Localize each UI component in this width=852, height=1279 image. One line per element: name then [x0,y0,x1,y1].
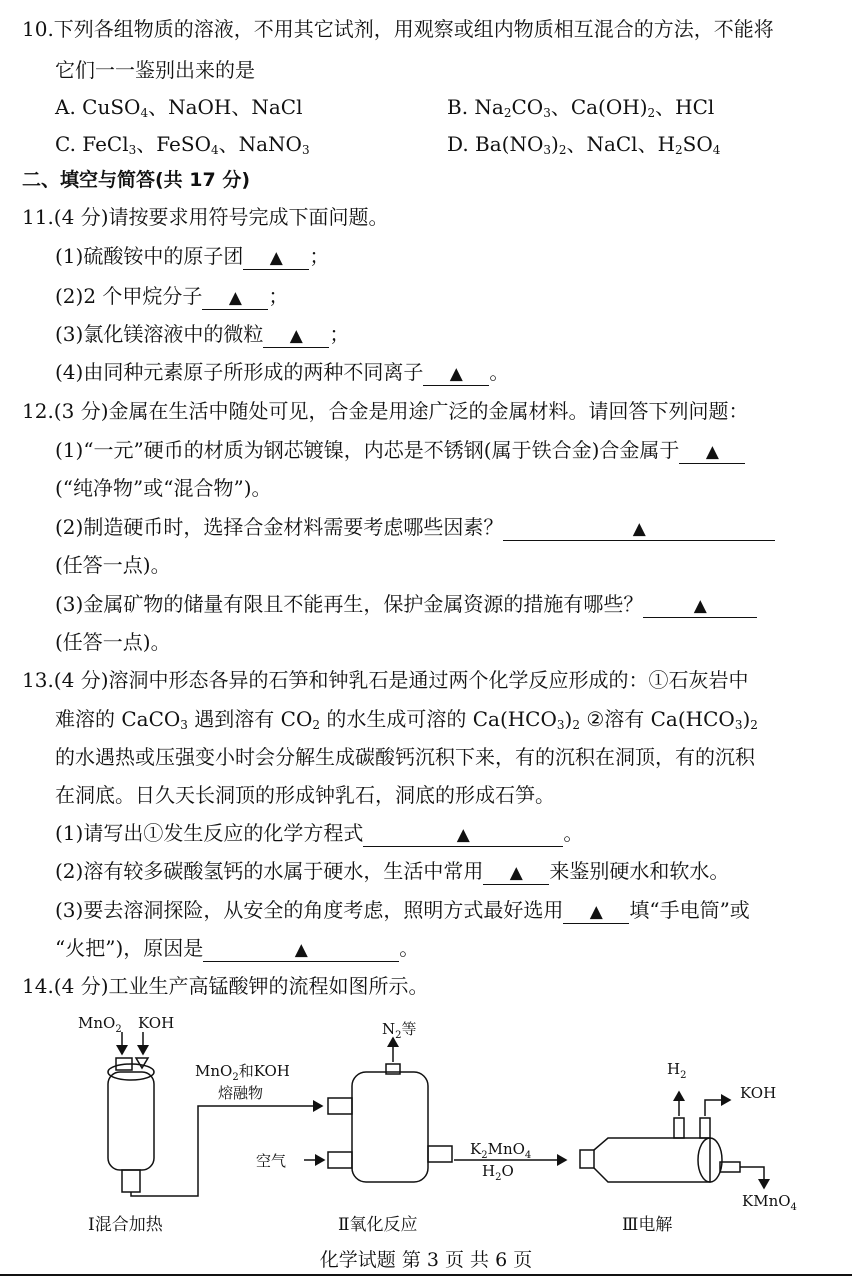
koh-output-label: KOH [740,1084,777,1102]
q11-stem: 11.(4 分)请按要求用符号完成下面问题。 [22,205,389,229]
q10-option-b: B. $Na_2CO_3$、$Ca(OH)_2$、HCl [447,95,715,120]
q10-option-c: C. FeCl$_3$、FeSO$_4$、NaNO$_3$ [55,132,310,157]
h2o-label: $H_2O$ [482,1162,514,1183]
blank-marker: ▲ [294,940,308,960]
blank-marker: ▲ [693,596,707,616]
q10-option-d: D. $Ba(NO_3)_2$、NaCl、$H_2SO_4$ [447,132,721,157]
mixer-vessel [108,1058,154,1192]
q13-part2: (2)溶有较多碳酸氢钙的水属于硬水，生活中常用 ▲ 来鉴别硬水和软水。 [55,859,730,883]
q12-part3-note: (任答一点)。 [55,630,171,654]
q11-part2: (2)2 个甲烷分子 ▲ ； [55,284,289,308]
bottom-rule [0,1274,852,1276]
q14-stem: 14.(4 分)工业生产高锰酸钾的流程如图所示。 [22,974,429,998]
input-koh-label: KOH [138,1014,175,1032]
melt-label-line1: MnO$_2$和KOH [195,1062,290,1083]
oxidation-reactor [328,1064,452,1182]
blank-marker: ▲ [269,248,283,268]
blank-marker: ▲ [632,519,646,539]
q13-line3: 的水遇热或压强变小时会分解生成碳酸钙沉积下来，有的沉积在洞顶，有的沉积 [55,745,755,769]
blank-marker: ▲ [449,364,463,384]
blank-marker: ▲ [705,442,719,462]
q12-stem: 12.(3 分)金属在生活中随处可见，合金是用途广泛的金属材料。请回答下列问题： [22,399,749,423]
electrolysis-cell [580,1118,740,1182]
q13-part3-cont: “火把”)，原因是 ▲ 。 [55,936,420,960]
q10-stem-line1: 10.下列各组物质的溶液，不用其它试剂，用观察或组内物质相互混合的方法，不能将 [22,17,774,41]
q12-part2-note: (任答一点)。 [55,553,171,577]
q13-line2: 难溶的 CaCO$_3$ 遇到溶有 $CO_2$ 的水生成可溶的 $Ca(HCO_3)_2$ ②溶有 $Ca(HCO_3)_2$ [55,707,758,732]
q12-part1-note: (“纯净物”或“混合物”)。 [55,476,272,500]
q11-part4: (4)由同种元素原子所形成的两种不同离子 ▲ 。 [55,360,510,384]
q13-part1: (1)请写出①发生反应的化学方程式 ▲ 。 [55,821,584,845]
k2mno4-label: $K_2MnO_4$ [470,1140,532,1161]
process-flow-diagram [60,1010,820,1240]
blank-marker: ▲ [228,288,242,308]
n2-label: $N_2$等 [382,1020,417,1041]
q13-part3: (3)要去溶洞探险，从安全的角度考虑，照明方式最好选用 ▲ 填“手电筒”或 [55,898,750,922]
q11-part1: (1)硫酸铵中的原子团 ▲ ； [55,244,330,268]
step1-label: Ⅰ混合加热 [88,1215,163,1235]
q13-line4: 在洞底。日久天长洞顶的形成钟乳石，洞底的形成石笋。 [55,783,555,807]
blank-marker: ▲ [589,902,603,922]
kmno4-label: KMnO$_4$ [742,1192,797,1213]
q12-part1: (1)“一元”硬币的材质为钢芯镀镍，内芯是不锈钢(属于铁合金)合金属于 ▲ [55,437,745,464]
h2-label: $H_2$ [667,1060,687,1081]
q10-option-a: A. CuSO$_4$、NaOH、NaCl [55,95,303,120]
air-label: 空气 [256,1152,287,1170]
blank-marker: ▲ [509,863,523,883]
q11-part3: (3)氯化镁溶液中的微粒 ▲ ； [55,322,350,346]
input-mno2-label: MnO$_2$ [78,1014,122,1035]
step3-label: Ⅲ电解 [622,1215,673,1235]
q12-part2: (2)制造硬币时，选择合金材料需要考虑哪些因素？ ▲ [55,514,775,541]
blank-marker: ▲ [456,825,470,845]
q12-part3: (3)金属矿物的储量有限且不能再生，保护金属资源的措施有哪些？ ▲ [55,591,757,618]
page-footer: 化学试题 第 3 页 共 6 页 [319,1249,533,1271]
section-heading: 二、填空与简答(共 17 分) [22,169,251,191]
q10-stem-line2: 它们一一鉴别出来的是 [55,58,255,82]
step2-label: Ⅱ氧化反应 [338,1215,418,1235]
blank-marker: ▲ [289,326,303,346]
melt-label-line2: 熔融物 [218,1084,264,1102]
q13-line1: 13.(4 分)溶洞中形态各异的石笋和钟乳石是通过两个化学反应形成的：①石灰岩中 [22,668,749,692]
